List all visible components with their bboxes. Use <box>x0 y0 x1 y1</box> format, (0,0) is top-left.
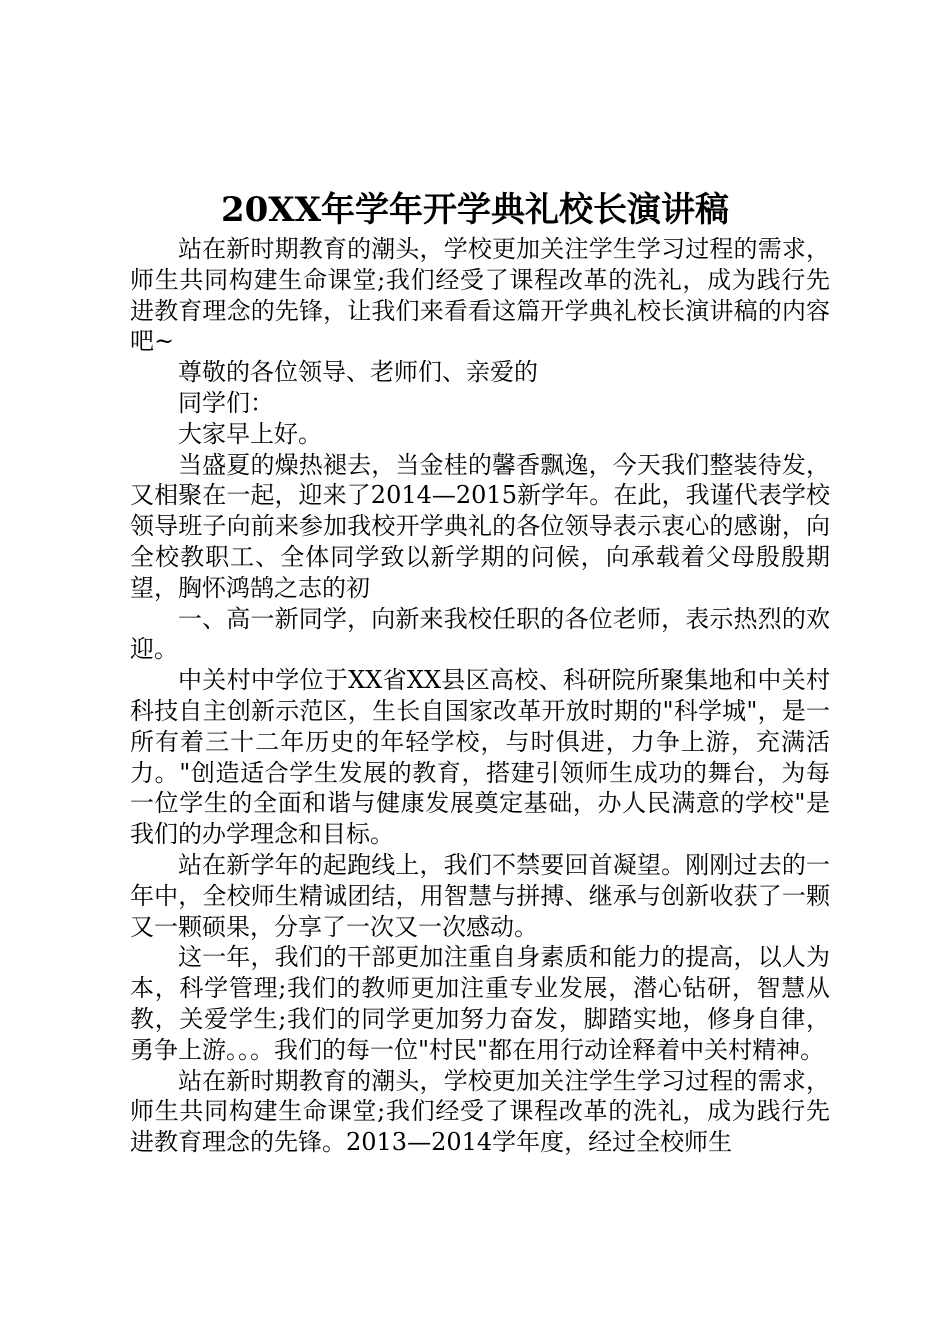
paragraph-year-summary: 这一年，我们的干部更加注重自身素质和能力的提高，以人为本，科学管理;我们的教师更加注重专业发展，潜心钻研，智慧从教，关爱学生;我们的同学更加努力奋发，脚踏实地，修身自律，勇争上游。。。我们的每一位"村民"都在用行动诠释着中关村精神。 <box>130 943 830 1064</box>
document-title: 20XX年学年开学典礼校长演讲稿 <box>220 190 730 230</box>
paragraph-school-intro: 中关村中学位于XX省XX县区高校、科研院所聚集地和中关村科技自主创新示范区，生长自国家改革开放时期的"科学城"，是一所有着三十二年历史的年轻学校，与时俱进，力争上游，充满活力。"创造适合学生发展的教育，搭建引领师生成功的舞台，为每一位学生的全面和谐与健康发展奠定基础，办人民满意的学校"是我们的办学理念和目标。 <box>130 666 830 849</box>
paragraph-reform: 站在新时期教育的潮头，学校更加关注学生学习过程的需求，师生共同构建生命课堂;我们经受了课程改革的洗礼，成为践行先进教育理念的先锋。2013—2014学年度，经过全校师生 <box>130 1066 830 1157</box>
paragraph-salutation: 尊敬的各位领导、老师们、亲爱的 <box>178 358 538 387</box>
paragraph-review: 站在新学年的起跑线上，我们不禁要回首凝望。刚刚过去的一年中，全校师生精诚团结，用智慧与拼搏、继承与创新收获了一颗又一颗硕果，分享了一次又一次感动。 <box>130 850 830 941</box>
paragraph-salutation-cont: 同学们： <box>178 388 274 417</box>
paragraph-greeting: 大家早上好。 <box>178 419 322 448</box>
paragraph-welcome: 当盛夏的燥热褪去，当金桂的馨香飘逸，今天我们整装待发，又相聚在一起，迎来了2014—2015新学年。在此，我谨代表学校领导班子向前来参加我校开学典礼的各位领导表示衷心的感谢，向全校教职工、全体同学致以新学期的问候，向承载着父母殷殷期望，胸怀鸿鹄之志的初 <box>130 450 830 602</box>
paragraph-intro: 站在新时期教育的潮头，学校更加关注学生学习过程的需求，师生共同构建生命课堂;我们经受了课程改革的洗礼，成为践行先进教育理念的先锋，让我们来看看这篇开学典礼校长演讲稿的内容吧~ <box>130 235 830 356</box>
paragraph-welcome-cont: 一、高一新同学，向新来我校任职的各位老师，表示热烈的欢迎。 <box>130 604 830 664</box>
document-body <box>130 234 830 1158</box>
